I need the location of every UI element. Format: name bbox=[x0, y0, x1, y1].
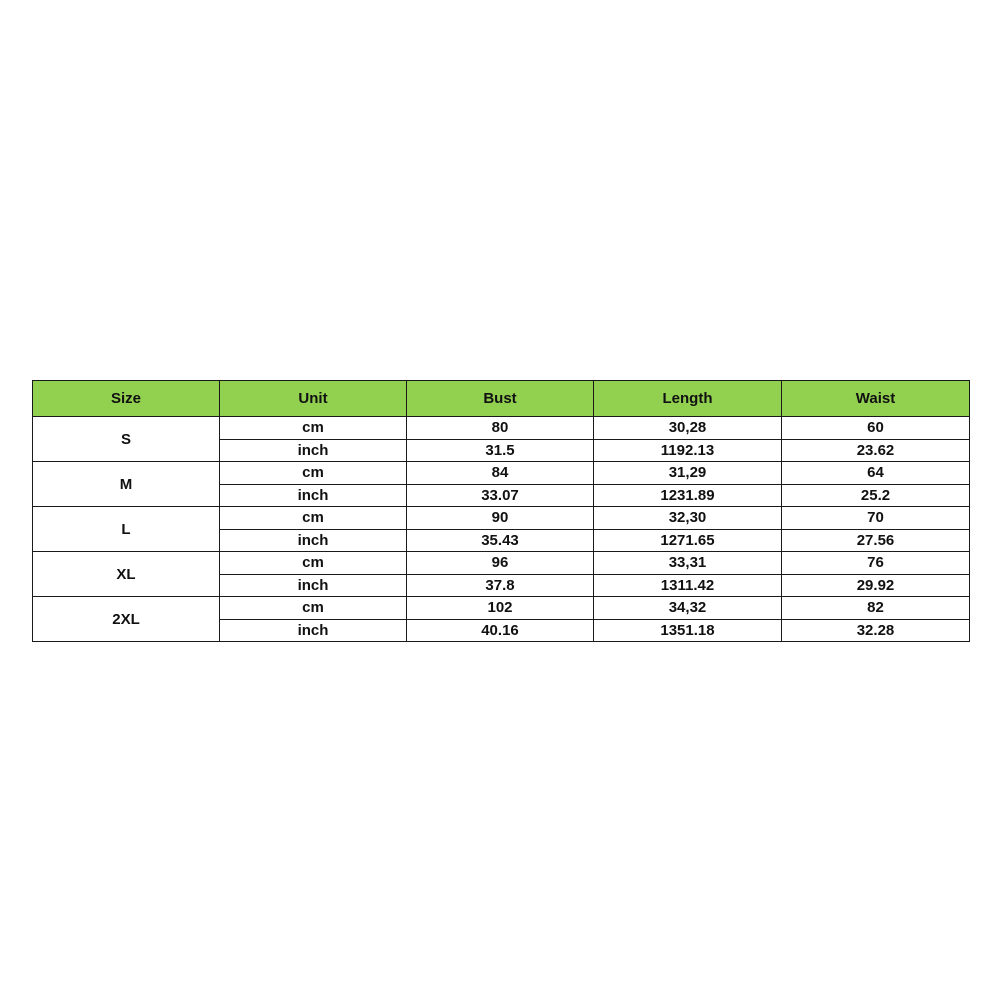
bust-cell: 35.43 bbox=[407, 529, 594, 552]
waist-cell: 29.92 bbox=[782, 574, 970, 597]
unit-cell: inch bbox=[220, 484, 407, 507]
header-bust: Bust bbox=[407, 381, 594, 417]
bust-cell: 40.16 bbox=[407, 619, 594, 642]
bust-cell: 90 bbox=[407, 507, 594, 530]
size-chart-table bbox=[32, 380, 970, 642]
table-header bbox=[33, 381, 970, 417]
bust-cell: 33.07 bbox=[407, 484, 594, 507]
length-cell: 30,28 bbox=[594, 417, 782, 440]
table-body bbox=[33, 417, 970, 642]
unit-cell: inch bbox=[220, 529, 407, 552]
length-cell: 1231.89 bbox=[594, 484, 782, 507]
waist-cell: 32.28 bbox=[782, 619, 970, 642]
header-size: Size bbox=[33, 381, 220, 417]
table-row bbox=[33, 417, 970, 440]
waist-cell: 76 bbox=[782, 552, 970, 575]
unit-cell: inch bbox=[220, 439, 407, 462]
length-cell: 1311.42 bbox=[594, 574, 782, 597]
table-row bbox=[33, 462, 970, 485]
length-cell: 1271.65 bbox=[594, 529, 782, 552]
size-cell: 2XL bbox=[33, 597, 220, 642]
unit-cell: cm bbox=[220, 507, 407, 530]
unit-cell: cm bbox=[220, 462, 407, 485]
header-length: Length bbox=[594, 381, 782, 417]
header-row bbox=[33, 381, 970, 417]
waist-cell: 70 bbox=[782, 507, 970, 530]
table-row bbox=[33, 552, 970, 575]
length-cell: 32,30 bbox=[594, 507, 782, 530]
header-unit: Unit bbox=[220, 381, 407, 417]
waist-cell: 23.62 bbox=[782, 439, 970, 462]
unit-cell: cm bbox=[220, 417, 407, 440]
waist-cell: 27.56 bbox=[782, 529, 970, 552]
bust-cell: 96 bbox=[407, 552, 594, 575]
bust-cell: 102 bbox=[407, 597, 594, 620]
header-waist: Waist bbox=[782, 381, 970, 417]
table-row bbox=[33, 507, 970, 530]
unit-cell: cm bbox=[220, 552, 407, 575]
length-cell: 1192.13 bbox=[594, 439, 782, 462]
waist-cell: 82 bbox=[782, 597, 970, 620]
length-cell: 31,29 bbox=[594, 462, 782, 485]
waist-cell: 25.2 bbox=[782, 484, 970, 507]
bust-cell: 80 bbox=[407, 417, 594, 440]
table-row bbox=[33, 597, 970, 620]
bust-cell: 37.8 bbox=[407, 574, 594, 597]
size-cell: XL bbox=[33, 552, 220, 597]
length-cell: 33,31 bbox=[594, 552, 782, 575]
length-cell: 1351.18 bbox=[594, 619, 782, 642]
size-cell: S bbox=[33, 417, 220, 462]
length-cell: 34,32 bbox=[594, 597, 782, 620]
waist-cell: 64 bbox=[782, 462, 970, 485]
waist-cell: 60 bbox=[782, 417, 970, 440]
size-cell: L bbox=[33, 507, 220, 552]
unit-cell: inch bbox=[220, 574, 407, 597]
bust-cell: 31.5 bbox=[407, 439, 594, 462]
size-cell: M bbox=[33, 462, 220, 507]
bust-cell: 84 bbox=[407, 462, 594, 485]
unit-cell: inch bbox=[220, 619, 407, 642]
unit-cell: cm bbox=[220, 597, 407, 620]
